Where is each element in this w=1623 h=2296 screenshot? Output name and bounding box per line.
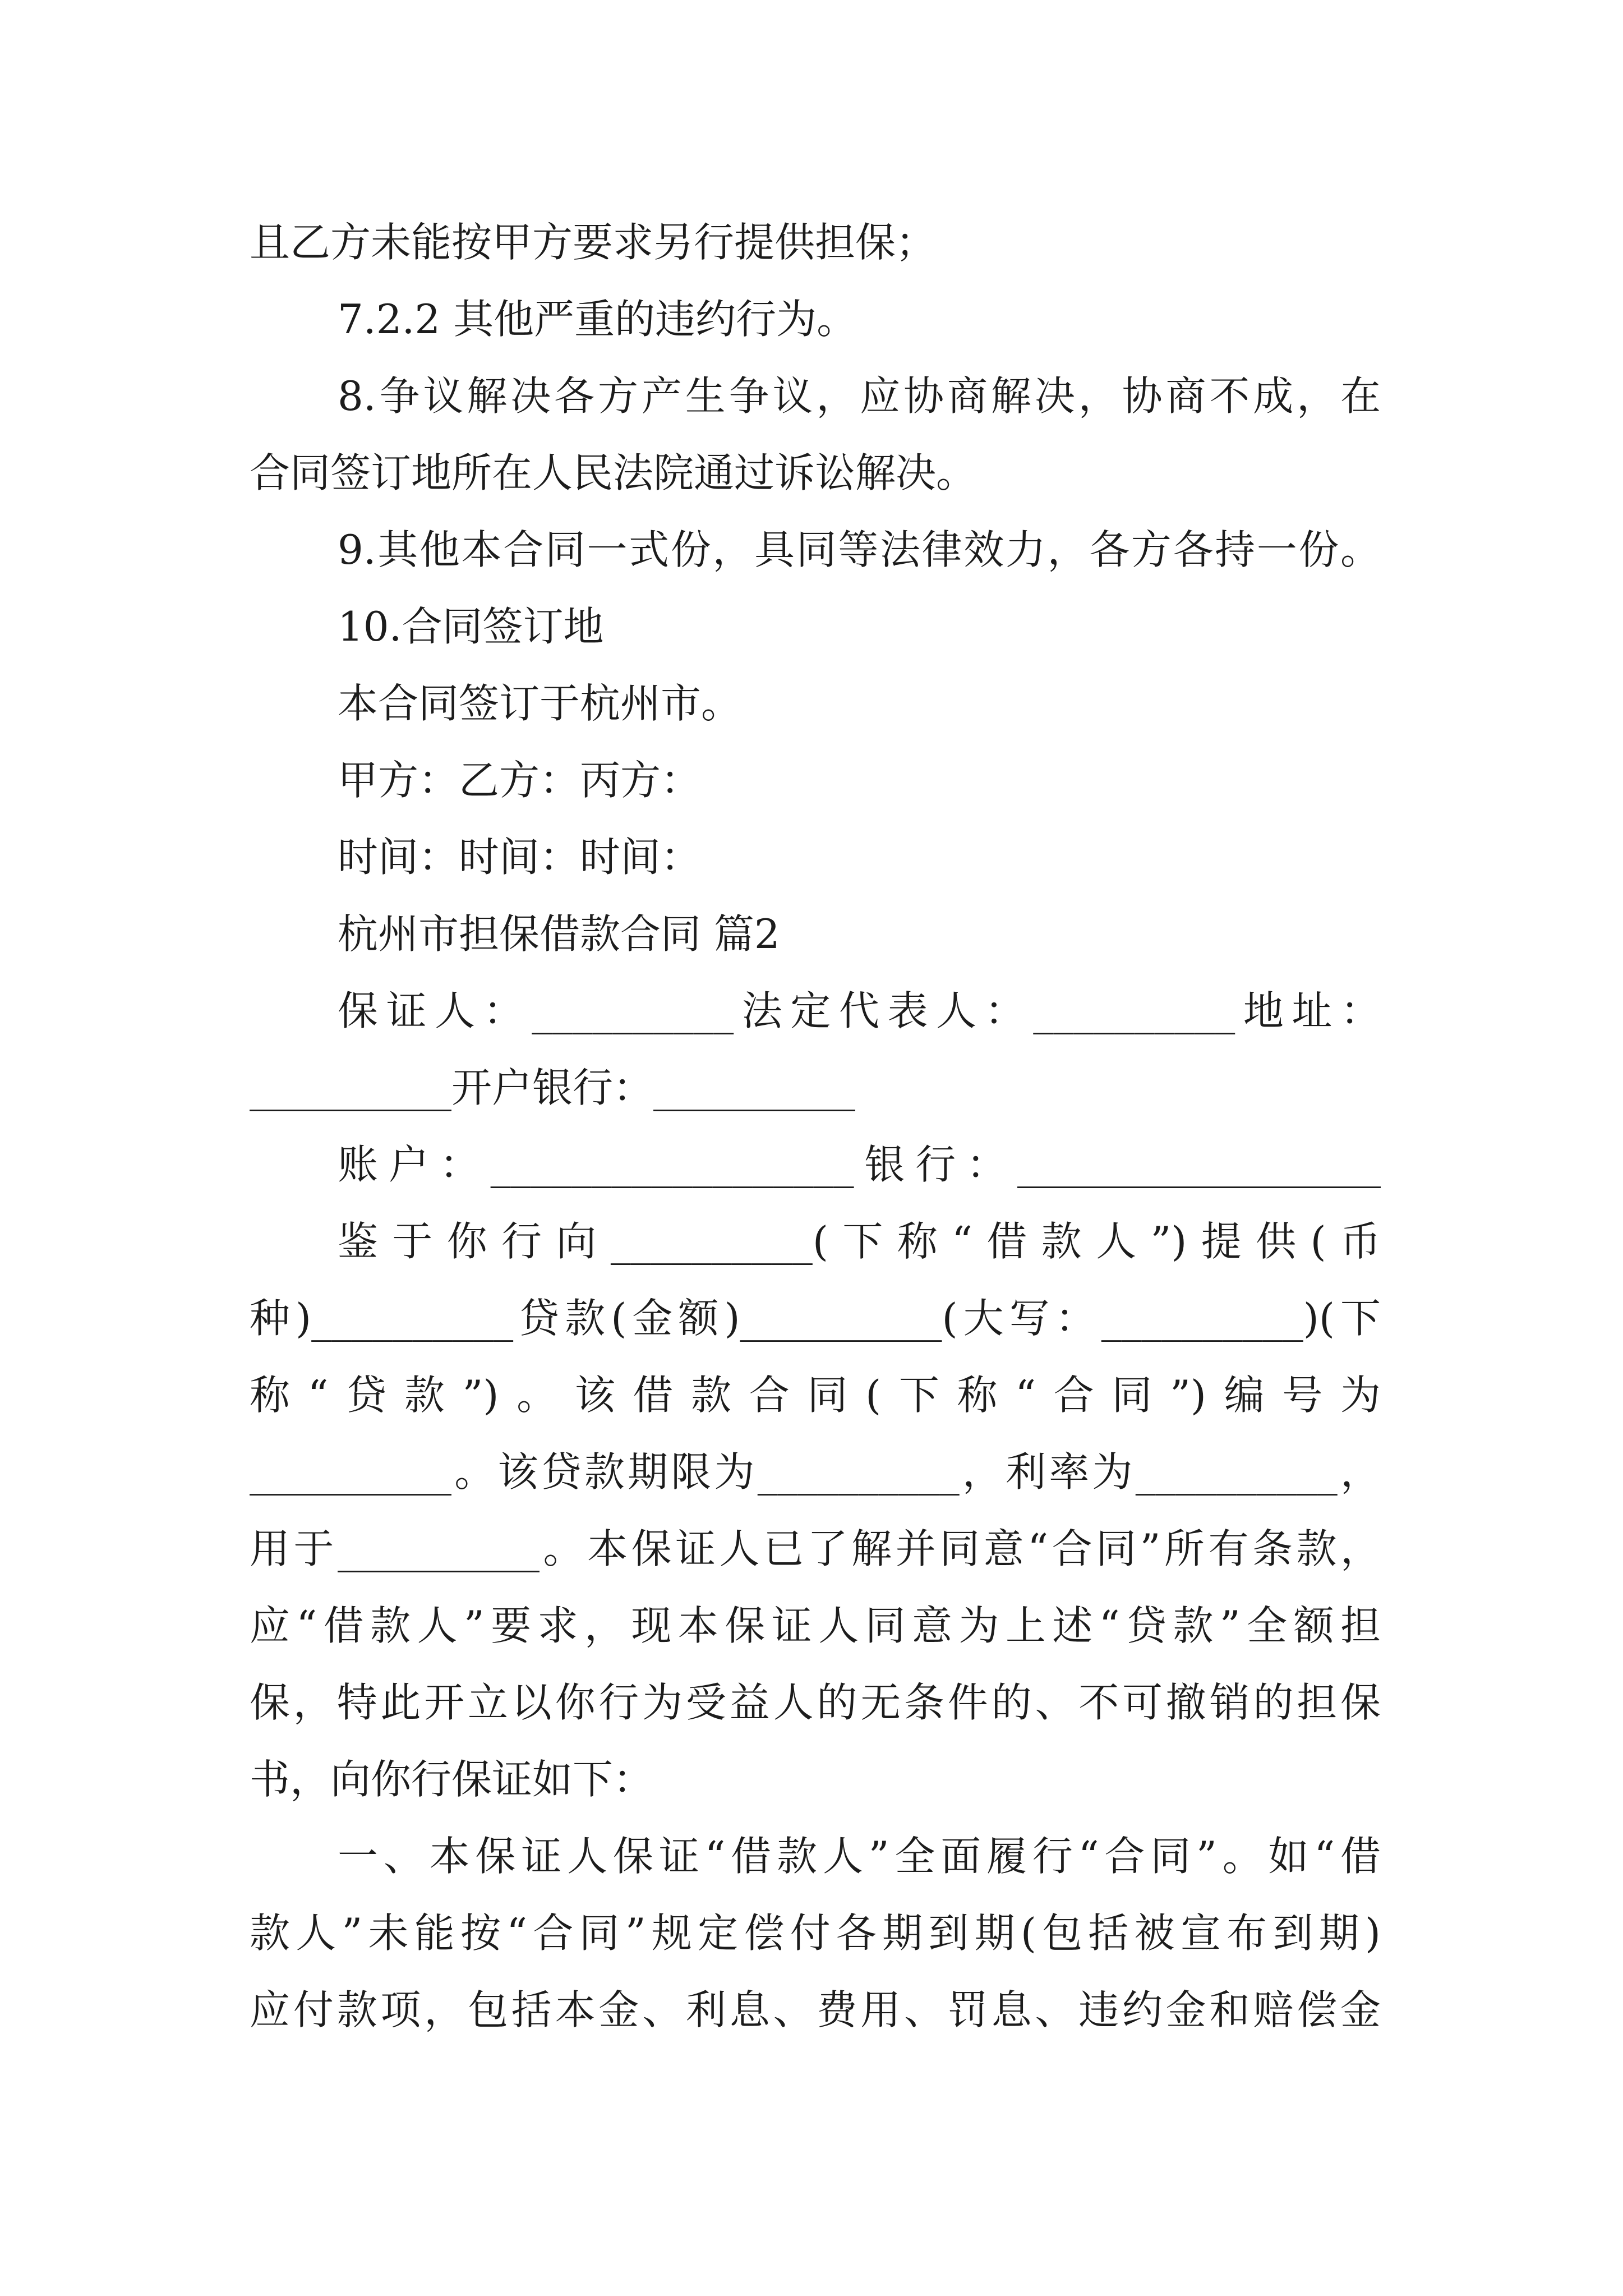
body-paragraph-line: 书，向你行保证如下： xyxy=(250,1756,654,1803)
body-paragraph-line: 种)__________贷款(金额)__________(大写：__________)(下 xyxy=(250,1295,1381,1342)
clause-8-dispute-continuation-line: 合同签订地所在人民法院通过诉讼解决。 xyxy=(250,449,977,496)
guarantor-info-line: 保证人：__________法定代表人：__________地址： xyxy=(338,987,1381,1034)
body-paragraph-line: 保，特此开立以你行为受益人的无条件的、不可撤销的担保 xyxy=(250,1679,1381,1726)
article-1-line: 一、本保证人保证“借款人”全面履行“合同”。如“借 xyxy=(338,1833,1381,1880)
parties-signature-line: 甲方：乙方：丙方： xyxy=(338,757,702,804)
body-paragraph-line: __________。该贷款期限为__________，利率为__________， xyxy=(250,1448,1381,1496)
article-1-line: 款人”未能按“合同”规定偿付各期到期(包括被宣布到期) xyxy=(250,1910,1381,1957)
clause-9-other-line: 9.其他本合同一式份，具同等法律效力，各方各持一份。 xyxy=(338,526,1381,573)
account-bank-line: 账户：__________________银行：__________________ xyxy=(338,1141,1381,1188)
article-1-line: 应付款项，包括本金、利息、费用、罚息、违约金和赔偿金 xyxy=(250,1986,1381,2033)
section-title: 杭州市担保借款合同 篇2 xyxy=(338,910,780,958)
clause-7-2-1-continuation-line: 且乙方未能按甲方要求另行提供担保； xyxy=(250,219,937,266)
body-paragraph-line: 应“借款人”要求，现本保证人同意为上述“贷款”全额担 xyxy=(250,1602,1381,1649)
body-paragraph-line: 用于__________。本保证人已了解并同意“合同”所有条款， xyxy=(250,1525,1381,1572)
body-paragraph-line: 鉴于你行向__________(下称“借款人”)提供(币 xyxy=(338,1218,1381,1265)
guarantor-bank-line: __________开户银行：__________ xyxy=(250,1064,856,1111)
clause-7-2-2-line: 7.2.2 其他严重的违约行为。 xyxy=(338,296,857,343)
clause-8-dispute-line: 8.争议解决各方产生争议，应协商解决，协商不成，在 xyxy=(338,372,1381,420)
body-paragraph-line: 称“贷款”)。该借款合同(下称“合同”)编号为 xyxy=(250,1372,1381,1419)
document-body xyxy=(250,204,1381,2049)
signing-place-line: 本合同签订于杭州市。 xyxy=(338,680,742,727)
signature-date-line: 时间：时间：时间： xyxy=(338,834,702,881)
clause-10-heading-line: 10.合同签订地 xyxy=(338,603,604,650)
